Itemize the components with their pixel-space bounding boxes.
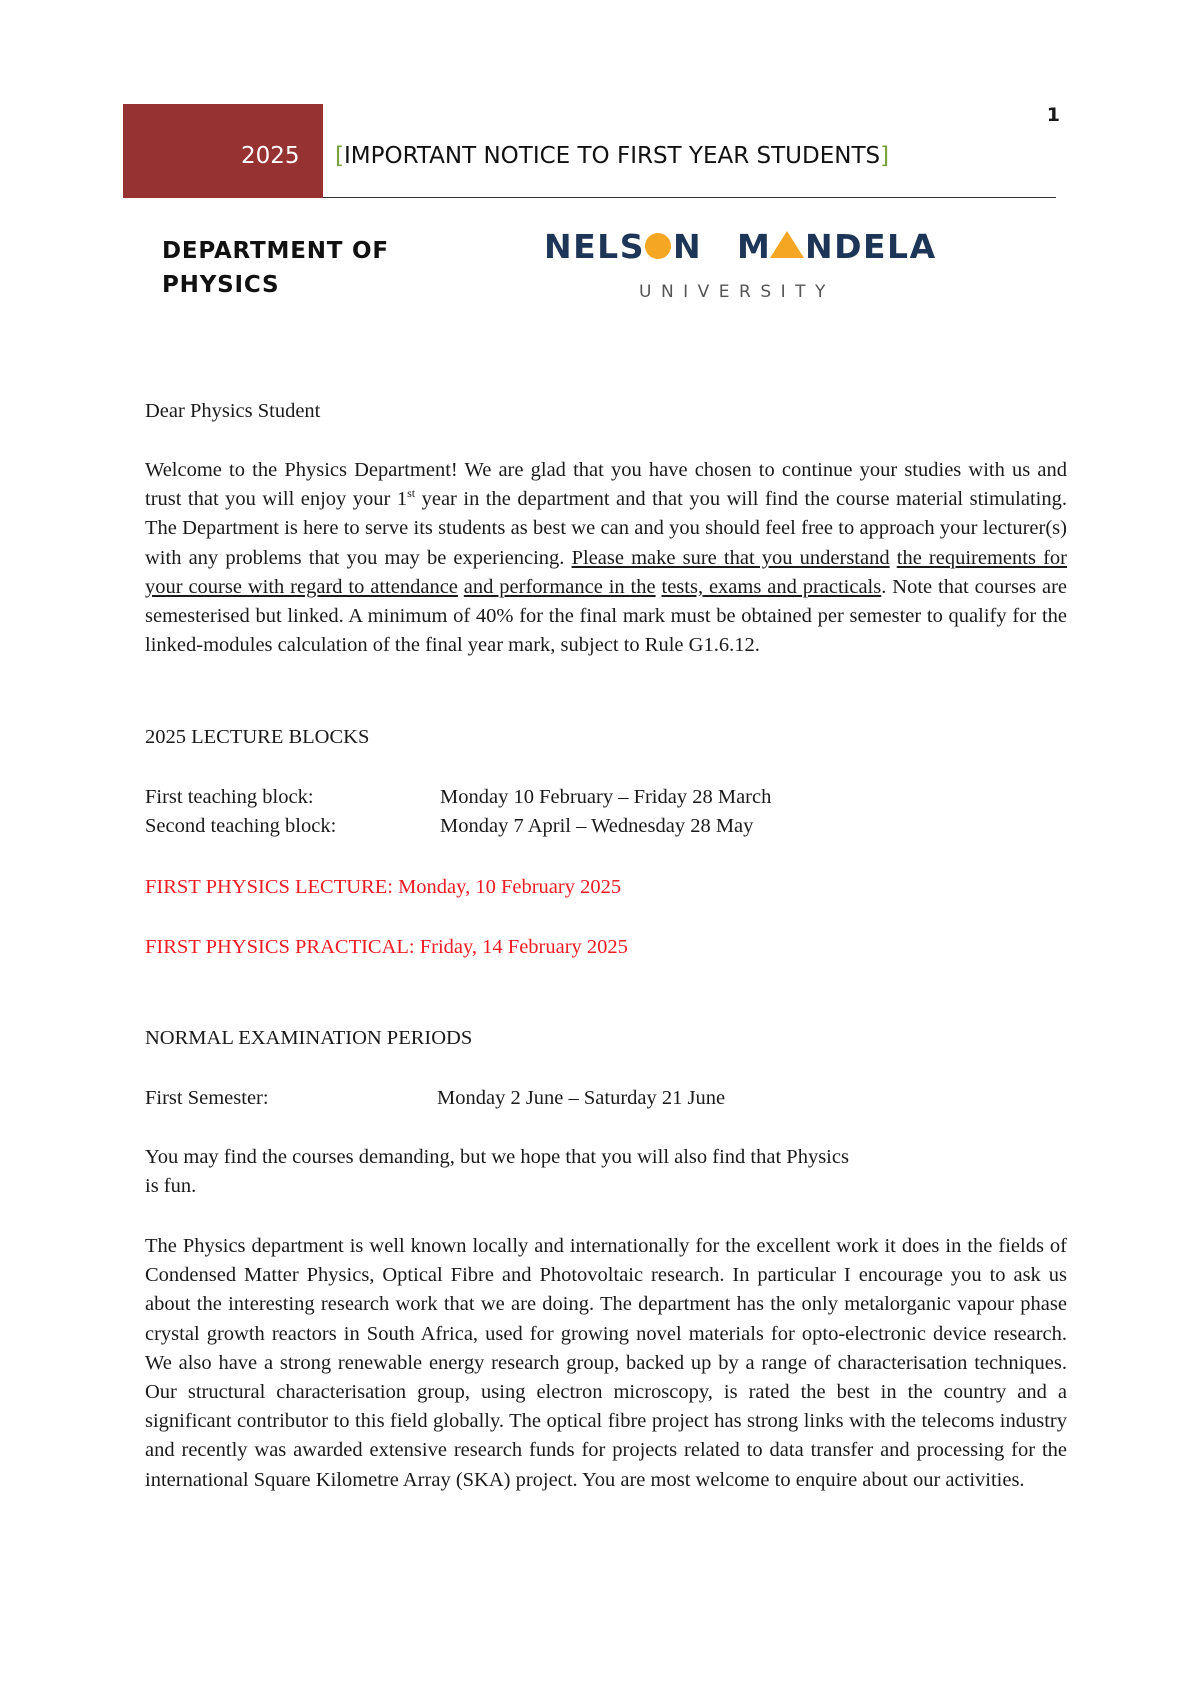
lecture-blocks-table: [145, 783, 1067, 841]
header-title-text: IMPORTANT NOTICE TO FIRST YEAR STUDENTS: [343, 143, 881, 169]
exam-period-row: [145, 1084, 1067, 1113]
logo-sun-icon: [645, 233, 671, 259]
intro-superscript: st: [407, 486, 416, 501]
research-paragraph: The Physics department is well known locally and internationally for the excellent work it does in the fields of Condensed Matter Physics, Optical Fibre and Photovoltaic research. In particular I encourage you to ask us about the interesting research work that we are doing. The department has the only metalorganic vapour phase crystal growth reactors in South Africa, used for growing novel materials for opto-electronic device research. We also have a strong renewable energy research group, backed up by a range of characterisation techniques. Our structural characterisation group, using electron microscopy, is rated the best in the country and a significant contributor to this field globally. The optical fibre project has strong links with the telecoms industry and recently was awarded extensive research funds for projects related to data transfer and processing for the international Square Kilometre Array (SKA) project. You are most welcome to enquire about our activities.: [145, 1235, 1067, 1491]
header-year: 2025: [241, 143, 300, 169]
fun-line-1: You may find the courses demanding, but we hope that you will also find that Physics: [145, 1146, 849, 1168]
salutation: Dear Physics Student: [145, 400, 321, 422]
lecture-block-dates: Monday 7 April – Wednesday 28 May: [440, 815, 754, 837]
logo-mountain-icon: [770, 231, 804, 258]
exam-period-dates: Monday 2 June – Saturday 21 June: [437, 1087, 726, 1109]
university-logo: [544, 225, 944, 305]
department-name: [162, 234, 389, 302]
logo-name-part-1: NELS: [544, 227, 645, 266]
exam-period-label: First Semester:: [145, 1087, 269, 1109]
logo-name-part-3: M: [737, 227, 770, 266]
header-bracket-close: ]: [880, 143, 890, 169]
fun-paragraph: [145, 1143, 1067, 1201]
intro-underline-4: tests, exams and practicals: [661, 575, 882, 598]
intro-text-2: year in the department and that you will find the course material stimulating. The Department is here to serve its students as best we can and you should feel free to approach your lecturer(s) with any problems that you may be experiencing.: [145, 488, 1067, 569]
logo-name-part-4: NDELA: [805, 227, 937, 266]
intro-space-1: [890, 547, 897, 569]
intro-underline-1: Please make sure that you understand: [571, 546, 890, 569]
page-number: 1: [1046, 104, 1060, 126]
header-title: [335, 143, 889, 169]
intro-underline-3: and performance in the: [463, 575, 656, 598]
intro-text-3: . Note that courses are semesterised but linked. A minimum of 40% for the final mark must be obtained per semester to qualify for the linked-modules calculation of the final year mark, subject to Rule G1.6.12.: [145, 575, 1068, 657]
fun-line-2: is fun.: [145, 1175, 197, 1198]
lecture-block-label: First teaching block:: [145, 786, 314, 808]
department-line-1: DEPARTMENT OF: [162, 238, 389, 264]
lecture-blocks-heading: 2025 LECTURE BLOCKS: [145, 726, 370, 748]
first-lecture-notice: FIRST PHYSICS LECTURE: Monday, 10 February 2025: [145, 876, 622, 898]
header-rule: [323, 197, 1056, 198]
first-practical-notice: FIRST PHYSICS PRACTICAL: Friday, 14 February 2025: [145, 936, 628, 958]
intro-paragraph: [145, 456, 1067, 660]
exam-periods-heading: NORMAL EXAMINATION PERIODS: [145, 1027, 473, 1049]
intro-underline-2: the requirements for your course with regard to attendance: [145, 546, 1067, 598]
lecture-block-dates: Monday 10 February – Friday 28 March: [440, 786, 772, 808]
department-line-2: PHYSICS: [162, 272, 280, 298]
intro-text-1: Welcome to the Physics Department! We are glad that you have chosen to continue your studies with us and trust that you will enjoy your 1: [145, 459, 1067, 511]
logo-name-part-2: N: [673, 227, 701, 266]
lecture-block-label: Second teaching block:: [145, 815, 337, 837]
lecture-block-row: [145, 812, 1067, 841]
logo-subtitle: UNIVERSITY: [639, 282, 835, 302]
lecture-block-row: [145, 783, 1067, 812]
exam-periods-table: [145, 1084, 1067, 1113]
header-bracket-open: [: [335, 143, 344, 169]
